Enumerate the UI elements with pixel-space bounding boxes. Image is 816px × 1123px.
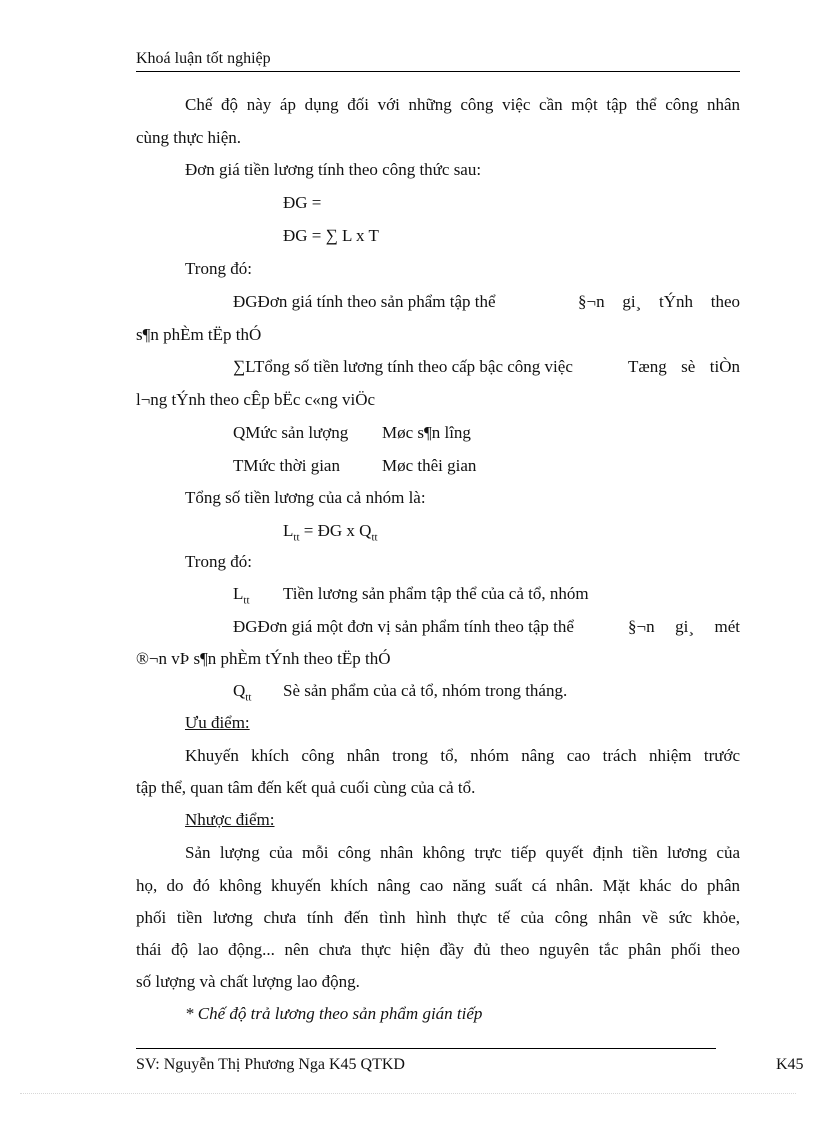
paragraph-line: tập thể, quan tâm đến kết quả cuối cùng của cả tổ. — [136, 778, 476, 797]
paragraph-line: số lượng và chất lượng lao động. — [136, 972, 360, 991]
definition-ltt: Tiền lương sản phẩm tập thể của cả tổ, nhóm — [283, 584, 589, 603]
paragraph-line: Khuyến khích công nhân trong tổ, nhóm nâng cao trách nhiệm trước — [185, 746, 740, 765]
garbled-text: ®¬n vÞ s¶n phÈm tÝnh theo tËp thÓ — [136, 649, 391, 668]
symbol-ltt: $L_{tt}$ — [233, 584, 250, 607]
formula-dg: ĐG = — [283, 193, 322, 212]
garbled-text: Tæng sè tiÒn — [628, 357, 740, 376]
definition-t: TMức thời gian — [233, 456, 340, 475]
definition-q: QMức sản lượng — [233, 423, 349, 442]
symbol-qtt: $Q_{tt}$ — [233, 681, 252, 704]
paragraph-line: thái độ lao động... nên chưa thực hiện đầy đủ theo nguyên tắc phân phối theo — [136, 940, 740, 959]
heading-uu-diem: Ưu điểm: — [185, 713, 250, 732]
trong-do-label: Trong đó: — [185, 552, 252, 571]
paragraph-line: phối tiền lương chưa tính đến tình hình thực tế của công nhân về sức khỏe, — [136, 908, 740, 927]
formula-dg-sum: ĐG = ∑ L x T — [283, 226, 379, 245]
definition-sum-l: ∑LTổng số tiền lương tính theo cấp bậc công việc — [233, 357, 573, 376]
heading-nhuoc-diem: Nhược điểm: — [185, 810, 275, 829]
paragraph-line: cùng thực hiện. — [136, 128, 242, 147]
paragraph-line: Tổng số tiền lương của cả nhóm là: — [185, 488, 426, 507]
definition-dg: ĐGĐơn giá tính theo sản phẩm tập thể — [233, 292, 496, 311]
garbled-text: Møc s¶n lîng — [382, 423, 471, 442]
garbled-text: s¶n phÈm tËp thÓ — [136, 325, 262, 344]
garbled-text: l¬ng tÝnh theo cÊp bËc c«ng viÖc — [136, 390, 376, 409]
page-header: Khoá luận tốt nghiệp — [136, 50, 740, 72]
paragraph-line: Sản lượng của mỗi công nhân không trực tiếp quyết định tiền lương của — [185, 843, 740, 862]
paragraph-line: Chế độ này áp dụng đối với những công việc cần một tập thể công nhân — [185, 95, 740, 114]
footer-author: SV: Nguyễn Thị Phương Nga K45 QTKD — [136, 1056, 405, 1073]
paragraph-line: Đơn giá tiền lương tính theo công thức sau: — [185, 160, 482, 179]
section-heading-italic: * Chế độ trả lương theo sản phẩm gián tiếp — [185, 1004, 483, 1023]
definition-qtt: Sè sản phẩm của cả tổ, nhóm trong tháng. — [283, 681, 568, 700]
trong-do-label: Trong đó: — [185, 259, 252, 278]
garbled-text: §¬n gi¸ mét — [628, 617, 740, 636]
garbled-text: §¬n gi¸ tÝnh theo — [578, 292, 740, 311]
paragraph-line: họ, do đó không khuyến khích nâng cao năng suất cá nhân. Mặt khác do phân — [136, 876, 740, 895]
formula-ltt: $L_{tt}$ = ĐG x $Q_{tt}$ — [283, 521, 378, 544]
footer-divider — [136, 1048, 716, 1049]
page-bottom-divider — [20, 1093, 796, 1094]
footer-code: K45 — [776, 1056, 804, 1073]
garbled-text: Møc thêi gian — [382, 456, 477, 475]
definition-dg2: ĐGĐơn giá một đơn vị sản phẩm tính theo tập thể — [233, 617, 574, 636]
